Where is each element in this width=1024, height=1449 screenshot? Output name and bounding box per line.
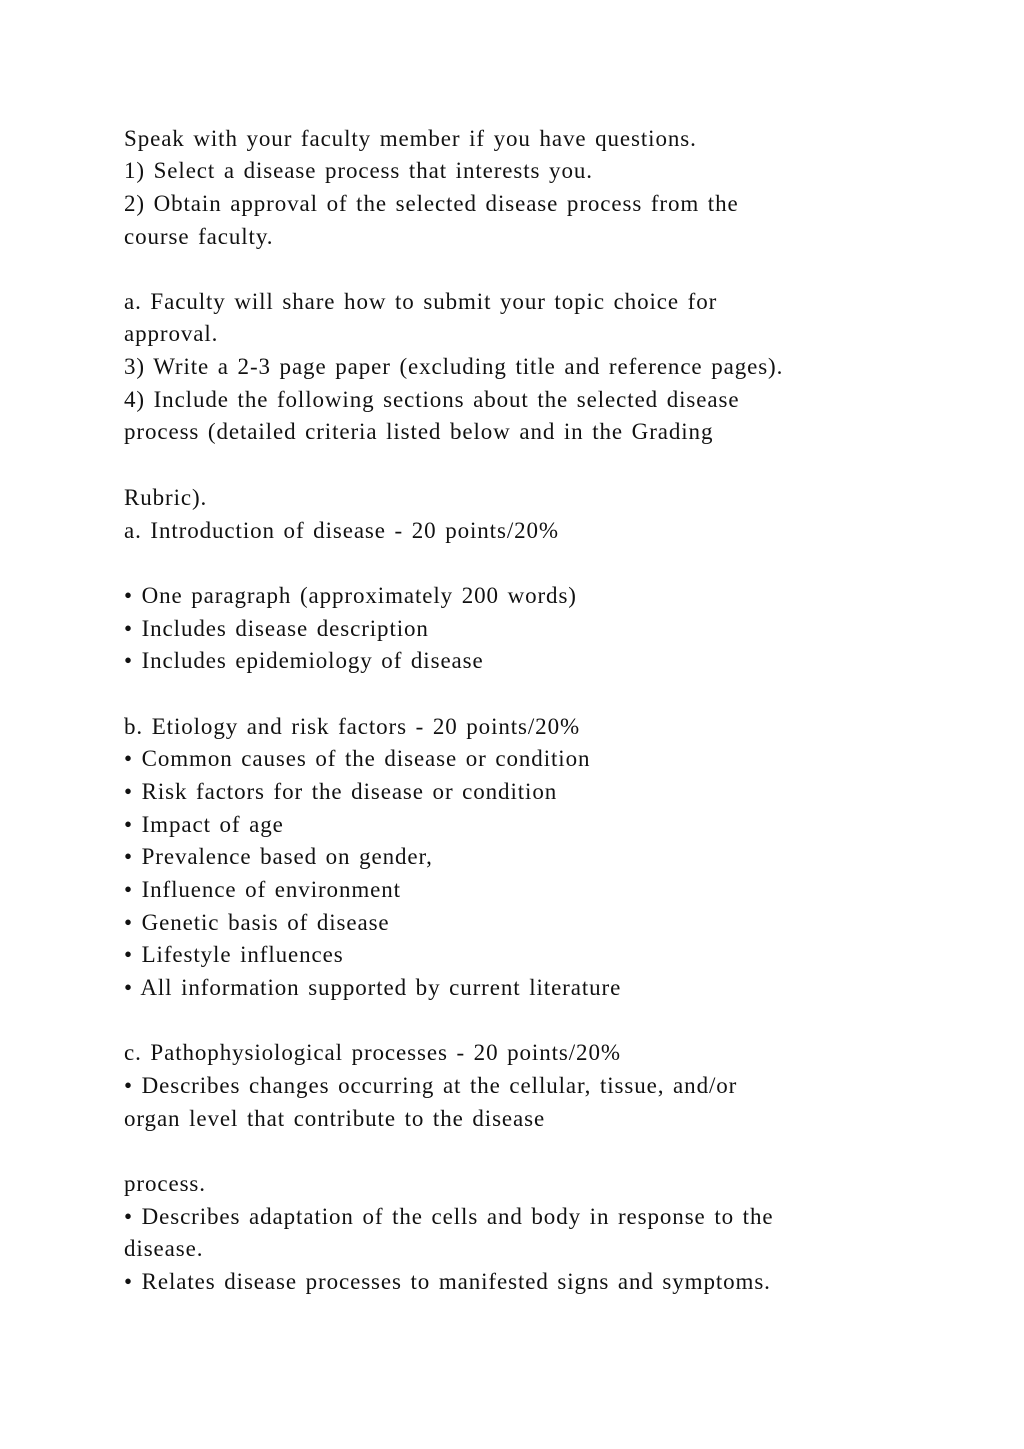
bullet-item: • One paragraph (approximately 200 words): [124, 583, 577, 608]
text-line: 2) Obtain approval of the selected disease process from the: [124, 191, 739, 216]
bullet-item: • Risk factors for the disease or condition: [124, 779, 558, 804]
text-line: course faculty.: [124, 224, 274, 249]
text-line: 4) Include the following sections about the selected disease: [124, 387, 740, 412]
bullet-item: • Includes epidemiology of disease: [124, 648, 484, 673]
bullet-item: • Common causes of the disease or condition: [124, 746, 591, 771]
bullet-item: • Genetic basis of disease: [124, 910, 390, 935]
bullet-item: • All information supported by current literature: [124, 975, 622, 1000]
bullet-item: • Lifestyle influences: [124, 942, 344, 967]
bullet-item: • Describes changes occurring at the cellular, tissue, and/or: [124, 1073, 738, 1098]
text-line: approval.: [124, 321, 219, 346]
section-heading: c. Pathophysiological processes - 20 points/20%: [124, 1040, 621, 1065]
text-line: process (detailed criteria listed below and in the Grading: [124, 419, 714, 444]
text-line: Rubric).: [124, 485, 208, 510]
bullet-item: • Relates disease processes to manifested signs and symptoms.: [124, 1269, 771, 1294]
bullet-item: • Includes disease description: [124, 616, 429, 641]
bullet-item: • Prevalence based on gender,: [124, 844, 433, 869]
text-line: a. Faculty will share how to submit your topic choice for: [124, 289, 718, 314]
text-line: 3) Write a 2-3 page paper (excluding title and reference pages).: [124, 354, 784, 379]
text-line: 1) Select a disease process that interests you.: [124, 158, 593, 183]
section-heading: b. Etiology and risk factors - 20 points/20%: [124, 714, 581, 739]
text-line: process.: [124, 1171, 206, 1196]
bullet-item: • Impact of age: [124, 812, 284, 837]
section-heading: a. Introduction of disease - 20 points/20%: [124, 518, 559, 543]
text-line: Speak with your faculty member if you have questions.: [124, 126, 697, 151]
text-line: disease.: [124, 1236, 204, 1261]
bullet-item: • Describes adaptation of the cells and body in response to the: [124, 1204, 774, 1229]
text-line: organ level that contribute to the disease: [124, 1106, 546, 1131]
bullet-item: • Influence of environment: [124, 877, 401, 902]
